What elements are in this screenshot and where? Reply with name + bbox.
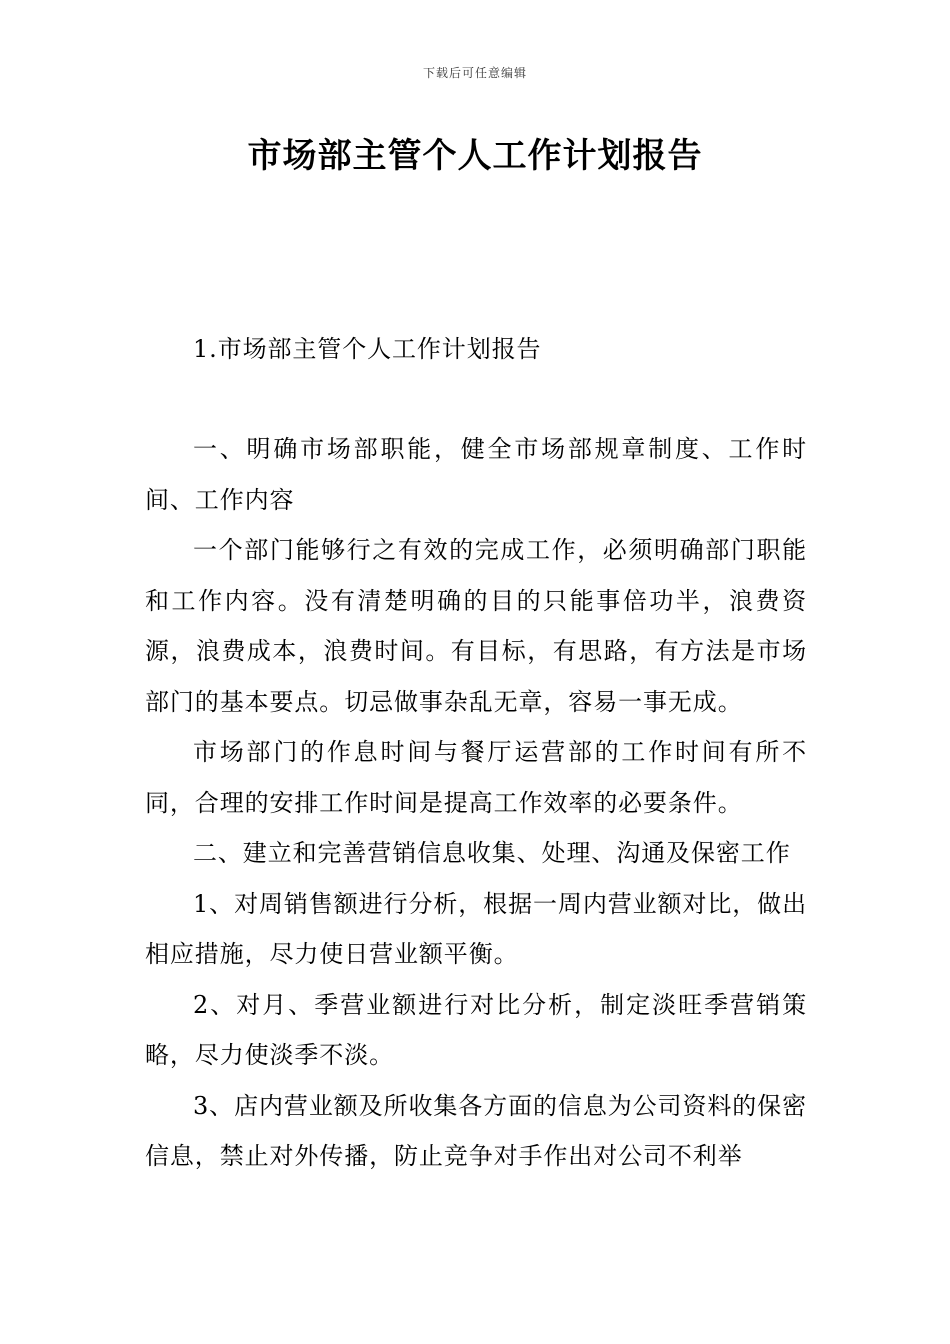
paragraph: 二、建立和完善营销信息收集、处理、沟通及保密工作 xyxy=(193,839,791,867)
document-body xyxy=(145,424,807,1182)
paragraph: 市场部门的作息时间与餐厅运营部的工作时间有所不同，合理的安排工作时间是提高工作效率的必要条件。 xyxy=(145,738,807,817)
paragraph: 1、对周销售额进行分析，根据一周内营业额对比，做出相应措施，尽力使日营业额平衡。 xyxy=(145,889,807,968)
download-note: 下载后可任意编辑 xyxy=(422,66,527,80)
paragraph: 一、明确市场部职能，健全市场部规章制度、工作时间、工作内容 xyxy=(145,435,807,514)
paragraph: 一个部门能够行之有效的完成工作，必须明确部门职能和工作内容。没有清楚明确的目的只能事倍功半，浪费资源，浪费成本，浪费时间。有目标，有思路，有方法是市场部门的基本要点。切忌做事杂乱无章，容易一事无成。 xyxy=(145,536,807,716)
document-title: 市场部主管个人工作计划报告 xyxy=(247,136,703,176)
paragraph: 2、对月、季营业额进行对比分析，制定淡旺季营销策略，尽力使淡季不淡。 xyxy=(145,990,807,1069)
section-subheading: 1.市场部主管个人工作计划报告 xyxy=(193,335,542,363)
paragraph: 3、店内营业额及所收集各方面的信息为公司资料的保密信息，禁止对外传播，防止竞争对手作出对公司不利举 xyxy=(145,1091,807,1170)
